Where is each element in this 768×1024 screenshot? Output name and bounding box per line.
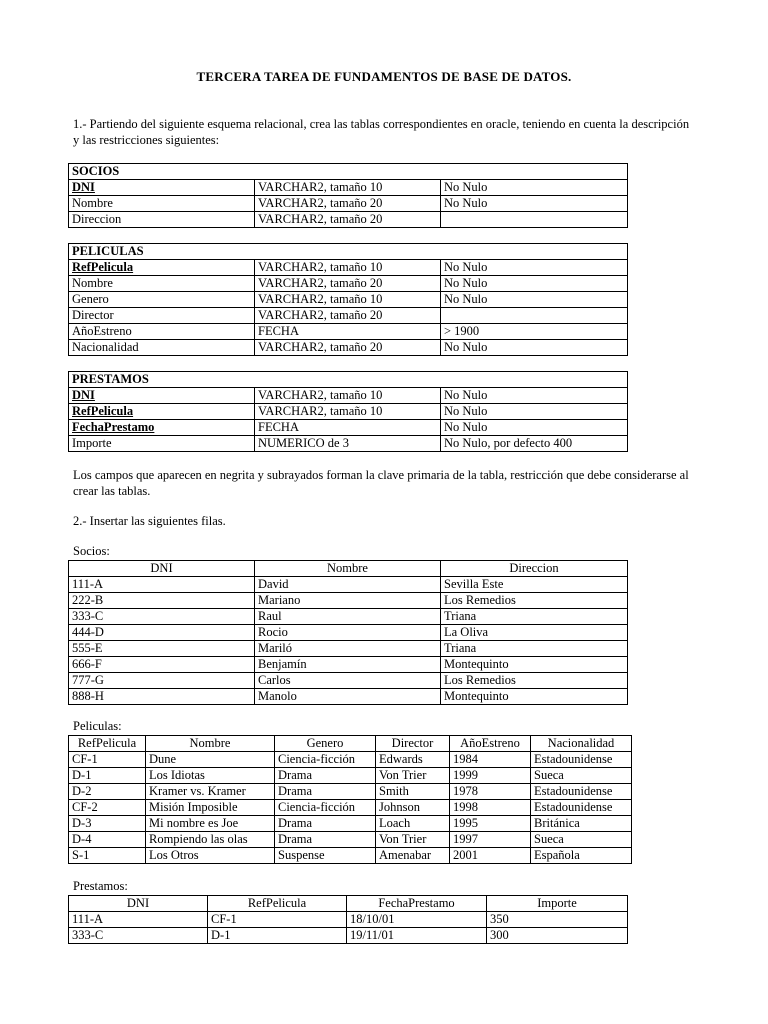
- schema-constraint: [441, 212, 628, 228]
- schema-row: [69, 180, 628, 196]
- cell: 350: [487, 912, 628, 928]
- schema-constraint: No Nulo: [441, 404, 628, 420]
- schema-field: Nombre: [69, 276, 255, 292]
- cell: 2001: [450, 848, 531, 864]
- cell: Suspense: [275, 848, 376, 864]
- cell: Rocio: [255, 625, 441, 641]
- cell: Manolo: [255, 689, 441, 705]
- schema-constraint: No Nulo: [441, 196, 628, 212]
- cell: Kramer vs. Kramer: [146, 784, 275, 800]
- table-row: [69, 912, 628, 928]
- cell: Sevilla Este: [441, 577, 628, 593]
- socios-label: Socios:: [73, 544, 110, 558]
- cell: D-3: [69, 816, 146, 832]
- cell: Ciencia-ficción: [275, 752, 376, 768]
- schema-row: [69, 340, 628, 356]
- cell: Montequinto: [441, 657, 628, 673]
- schema-row: [69, 436, 628, 452]
- peliculas-data-table: [68, 735, 632, 864]
- cell: 555-E: [69, 641, 255, 657]
- cell: Raul: [255, 609, 441, 625]
- insert-heading: 2.- Insertar las siguientes filas.: [73, 514, 226, 528]
- cell: Sueca: [531, 832, 632, 848]
- cell: Johnson: [376, 800, 450, 816]
- cell: Mariano: [255, 593, 441, 609]
- column-header: FechaPrestamo: [347, 896, 487, 912]
- cell: CF-1: [69, 752, 146, 768]
- cell: Von Trier: [376, 832, 450, 848]
- table-header-row: [69, 736, 632, 752]
- document-title: TERCERA TAREA DE FUNDAMENTOS DE BASE DE DATOS.: [196, 69, 572, 84]
- cell: Drama: [275, 816, 376, 832]
- table-header-row: [69, 561, 628, 577]
- cell: Von Trier: [376, 768, 450, 784]
- table-row: [69, 641, 628, 657]
- cell: Mariló: [255, 641, 441, 657]
- cell: Los Remedios: [441, 593, 628, 609]
- cell: David: [255, 577, 441, 593]
- cell: Sueca: [531, 768, 632, 784]
- prestamos-data-table: [68, 895, 628, 944]
- cell: Amenabar: [376, 848, 450, 864]
- schema-field: DNI: [69, 388, 255, 404]
- schema-row: [69, 276, 628, 292]
- schema-type: VARCHAR2, tamaño 10: [255, 404, 441, 420]
- cell: D-4: [69, 832, 146, 848]
- cell: Drama: [275, 768, 376, 784]
- cell: Triana: [441, 641, 628, 657]
- column-header: RefPelicula: [69, 736, 146, 752]
- cell: CF-2: [69, 800, 146, 816]
- table-row: [69, 928, 628, 944]
- schema-table-name: PELICULAS: [69, 244, 628, 260]
- column-header: Nombre: [146, 736, 275, 752]
- cell: Británica: [531, 816, 632, 832]
- cell: Montequinto: [441, 689, 628, 705]
- schema-row: [69, 388, 628, 404]
- cell: Estadounidense: [531, 784, 632, 800]
- table-row: [69, 689, 628, 705]
- cell: Carlos: [255, 673, 441, 689]
- socios-data-table: [68, 560, 628, 705]
- cell: 18/10/01: [347, 912, 487, 928]
- schema-type: VARCHAR2, tamaño 10: [255, 292, 441, 308]
- schema-row: [69, 324, 628, 340]
- cell: Drama: [275, 832, 376, 848]
- table-row: [69, 832, 632, 848]
- schema-type: VARCHAR2, tamaño 20: [255, 196, 441, 212]
- schema-field: Director: [69, 308, 255, 324]
- cell: Drama: [275, 784, 376, 800]
- cell: Estadounidense: [531, 800, 632, 816]
- prestamos-label: Prestamos:: [73, 879, 128, 893]
- cell: 111-A: [69, 577, 255, 593]
- schema-constraint: No Nulo: [441, 276, 628, 292]
- cell: 1995: [450, 816, 531, 832]
- schema-field: Nombre: [69, 196, 255, 212]
- column-header: Director: [376, 736, 450, 752]
- cell: 888-H: [69, 689, 255, 705]
- cell: 19/11/01: [347, 928, 487, 944]
- schema-constraint: No Nulo: [441, 260, 628, 276]
- schema-table-prestamos: [68, 371, 628, 452]
- table-row: [69, 752, 632, 768]
- column-header: DNI: [69, 561, 255, 577]
- cell: Misión Imposible: [146, 800, 275, 816]
- cell: Los Remedios: [441, 673, 628, 689]
- cell: Smith: [376, 784, 450, 800]
- table-header-row: [69, 896, 628, 912]
- schema-constraint: No Nulo: [441, 420, 628, 436]
- schema-type: VARCHAR2, tamaño 10: [255, 180, 441, 196]
- table-row: [69, 784, 632, 800]
- schema-row: [69, 212, 628, 228]
- schema-type: VARCHAR2, tamaño 20: [255, 340, 441, 356]
- schema-type: FECHA: [255, 324, 441, 340]
- column-header: Genero: [275, 736, 376, 752]
- table-row: [69, 657, 628, 673]
- cell: S-1: [69, 848, 146, 864]
- column-header: RefPelicula: [208, 896, 347, 912]
- schema-field: Genero: [69, 292, 255, 308]
- schema-type: FECHA: [255, 420, 441, 436]
- cell: 222-B: [69, 593, 255, 609]
- table-row: [69, 577, 628, 593]
- cell: D-1: [208, 928, 347, 944]
- column-header: Importe: [487, 896, 628, 912]
- cell: Rompiendo las olas: [146, 832, 275, 848]
- schema-type: VARCHAR2, tamaño 20: [255, 276, 441, 292]
- cell: La Oliva: [441, 625, 628, 641]
- schema-field: Importe: [69, 436, 255, 452]
- cell: D-1: [69, 768, 146, 784]
- column-header: Nombre: [255, 561, 441, 577]
- cell: CF-1: [208, 912, 347, 928]
- schema-table-name: PRESTAMOS: [69, 372, 628, 388]
- schema-field: RefPelicula: [69, 260, 255, 276]
- schema-table-peliculas: [68, 243, 628, 356]
- table-row: [69, 816, 632, 832]
- column-header: Direccion: [441, 561, 628, 577]
- cell: Los Otros: [146, 848, 275, 864]
- table-row: [69, 673, 628, 689]
- cell: Benjamín: [255, 657, 441, 673]
- cell: Triana: [441, 609, 628, 625]
- schema-constraint: [441, 308, 628, 324]
- schema-constraint: No Nulo: [441, 292, 628, 308]
- schema-row: [69, 404, 628, 420]
- schema-row: [69, 292, 628, 308]
- schema-constraint: No Nulo: [441, 180, 628, 196]
- schema-type: VARCHAR2, tamaño 20: [255, 212, 441, 228]
- table-row: [69, 625, 628, 641]
- cell: 1998: [450, 800, 531, 816]
- column-header: AñoEstreno: [450, 736, 531, 752]
- cell: 444-D: [69, 625, 255, 641]
- cell: Edwards: [376, 752, 450, 768]
- schema-table-name: SOCIOS: [69, 164, 628, 180]
- cell: Mi nombre es Joe: [146, 816, 275, 832]
- cell: D-2: [69, 784, 146, 800]
- primary-key-note: Los campos que aparecen en negrita y subrayados forman la clave primaria de la tabla, restricción que debe considerarse al crear las tablas.: [73, 468, 689, 498]
- table-row: [69, 848, 632, 864]
- schema-row: [69, 260, 628, 276]
- schema-constraint: > 1900: [441, 324, 628, 340]
- cell: Estadounidense: [531, 752, 632, 768]
- table-row: [69, 593, 628, 609]
- schema-field: Nacionalidad: [69, 340, 255, 356]
- cell: 1997: [450, 832, 531, 848]
- peliculas-label: Peliculas:: [73, 719, 122, 733]
- schema-field: DNI: [69, 180, 255, 196]
- cell: 666-F: [69, 657, 255, 673]
- table-row: [69, 768, 632, 784]
- table-row: [69, 800, 632, 816]
- schema-field: Direccion: [69, 212, 255, 228]
- schema-row: [69, 196, 628, 212]
- schema-row: [69, 420, 628, 436]
- schema-constraint: No Nulo: [441, 340, 628, 356]
- schema-constraint: No Nulo, por defecto 400: [441, 436, 628, 452]
- cell: 333-C: [69, 928, 208, 944]
- schema-type: VARCHAR2, tamaño 20: [255, 308, 441, 324]
- schema-constraint: No Nulo: [441, 388, 628, 404]
- schema-type: VARCHAR2, tamaño 10: [255, 260, 441, 276]
- schema-table-socios: [68, 163, 628, 228]
- cell: 1984: [450, 752, 531, 768]
- cell: 333-C: [69, 609, 255, 625]
- schema-row: [69, 308, 628, 324]
- column-header: DNI: [69, 896, 208, 912]
- intro-paragraph: 1.- Partiendo del siguiente esquema relacional, crea las tablas correspondientes en oracle, teniendo en cuenta la descripción y las restricciones siguientes:: [73, 117, 690, 147]
- cell: 300: [487, 928, 628, 944]
- cell: 1999: [450, 768, 531, 784]
- cell: Dune: [146, 752, 275, 768]
- cell: Ciencia-ficción: [275, 800, 376, 816]
- table-row: [69, 609, 628, 625]
- schema-field: FechaPrestamo: [69, 420, 255, 436]
- schema-type: NUMERICO de 3: [255, 436, 441, 452]
- cell: Loach: [376, 816, 450, 832]
- schema-field: RefPelicula: [69, 404, 255, 420]
- cell: 777-G: [69, 673, 255, 689]
- schema-field: AñoEstreno: [69, 324, 255, 340]
- cell: Española: [531, 848, 632, 864]
- cell: Los Idiotas: [146, 768, 275, 784]
- column-header: Nacionalidad: [531, 736, 632, 752]
- schema-type: VARCHAR2, tamaño 10: [255, 388, 441, 404]
- cell: 111-A: [69, 912, 208, 928]
- cell: 1978: [450, 784, 531, 800]
